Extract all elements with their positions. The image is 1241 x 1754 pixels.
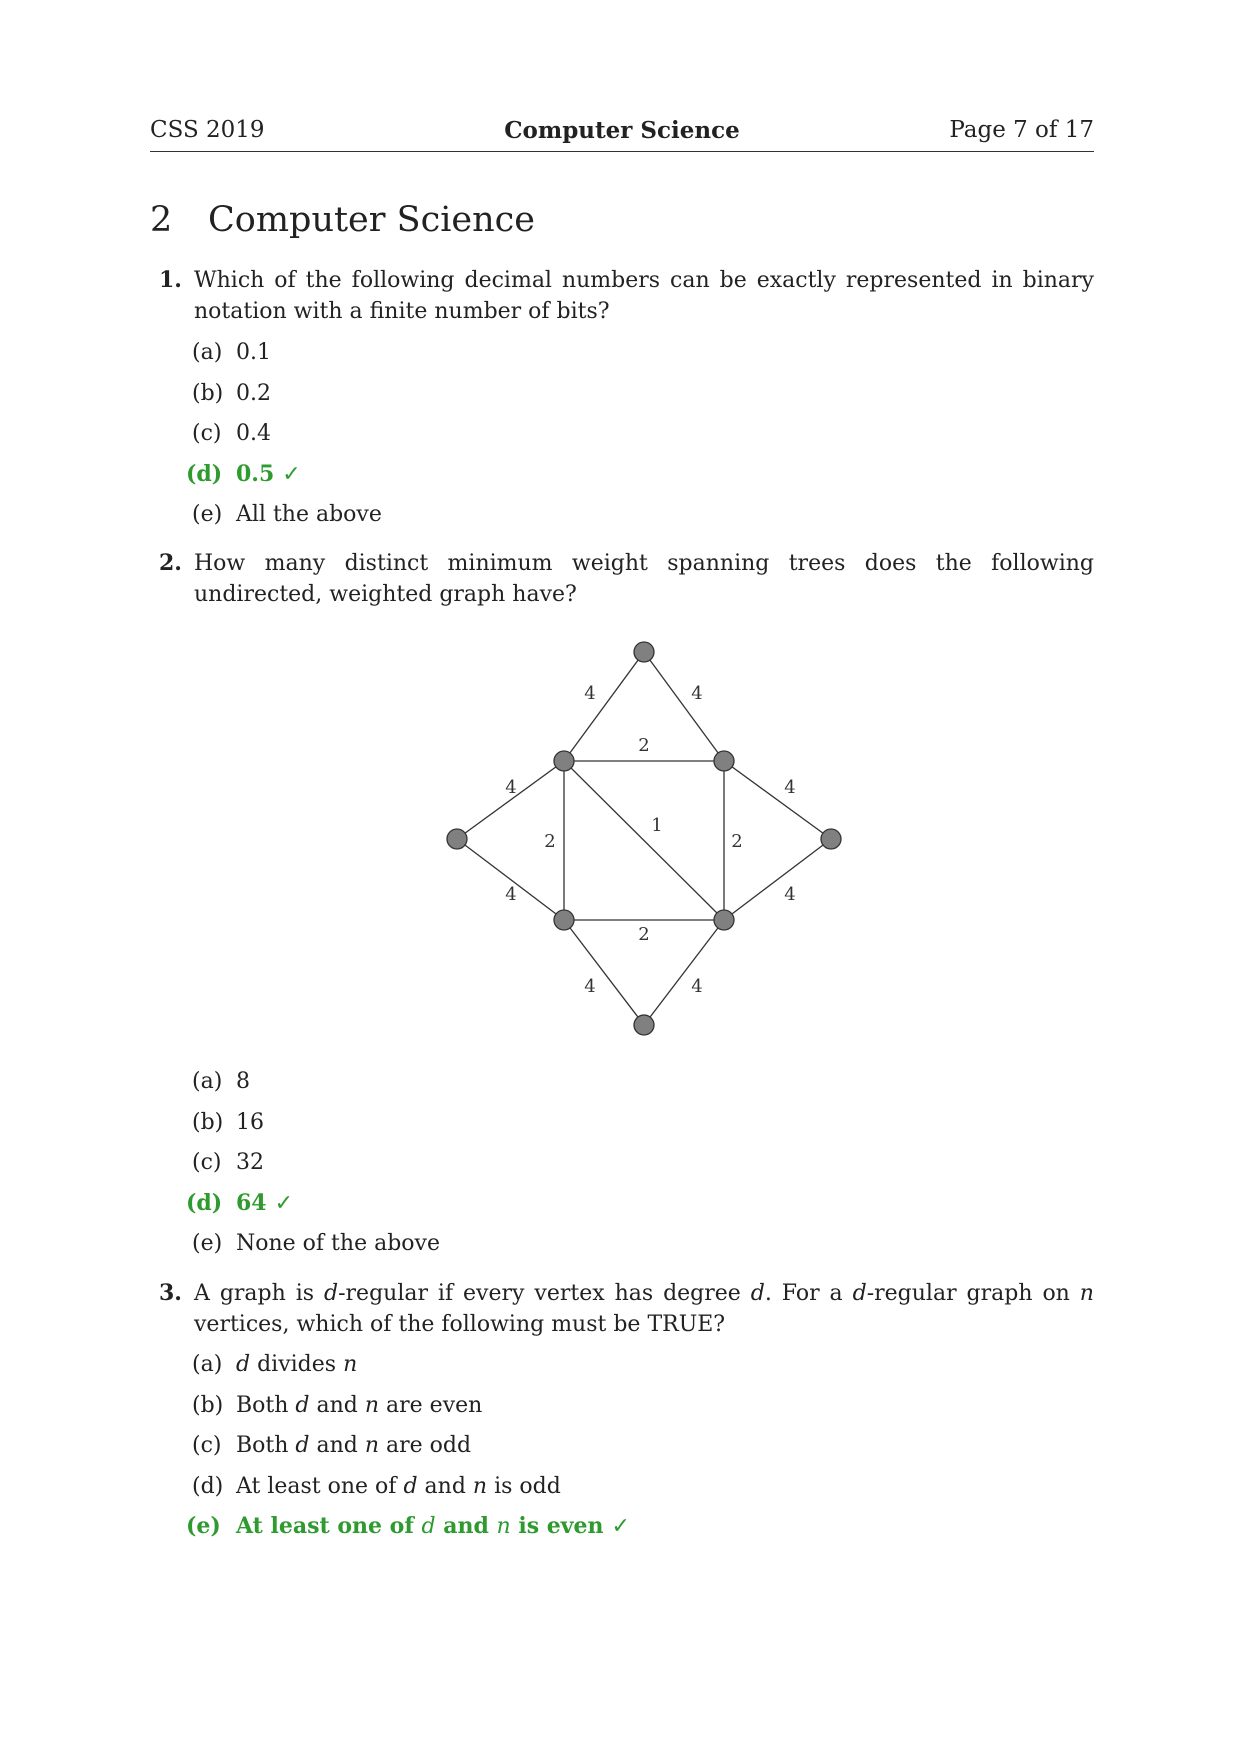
edge-top-upper-right [644,652,724,761]
question-3 [150,1278,1094,1340]
question-number: 1. [159,267,182,293]
check-mark-icon: ✓ [274,1190,294,1216]
edge-weight-label: 4 [691,976,703,997]
edge-upper-left-lower-right [564,761,724,920]
edge-weight-label: 4 [505,777,517,798]
vertex-lower-left [554,910,574,930]
edge-weight-label: 4 [584,683,596,704]
edge-weight-label: 4 [784,777,796,798]
vertex-bottom [634,1015,654,1035]
edge-weight-label: 1 [651,815,663,836]
edge-upper-right-right [724,761,831,839]
vertex-lower-right [714,910,734,930]
edge-left-upper-left [457,761,564,839]
graph-vertices [447,642,841,1035]
edge-lower-right-bottom [644,920,724,1025]
graph-edge-weights [505,683,795,997]
edge-top-upper-left [564,652,644,761]
edge-weight-label: 4 [505,884,517,905]
edge-weight-label: 2 [544,831,556,852]
check-mark-icon: ✓ [282,461,301,487]
vertex-upper-right [714,751,734,771]
section-title: Computer Science [208,200,535,240]
header-exam-name: CSS 2019 [150,117,265,143]
question-text: How many distinct minimum weight spanning trees does the following undirected, weighted graph have? [194,551,1094,607]
edge-weight-label: 4 [691,683,703,704]
question-text: A graph is d-regular if every vertex has degree d. For a d-regular graph on n vertices, which of the following must be TRUE? [194,1281,1094,1337]
vertex-right [821,829,841,849]
edge-weight-label: 2 [638,924,650,945]
graph-edges [457,652,831,1025]
vertex-top [634,642,654,662]
question-number: 2. [159,550,182,576]
edge-weight-label: 2 [731,831,743,852]
edge-weight-label: 4 [584,976,596,997]
header-page-number: Page 7 of 17 [949,117,1094,143]
vertex-upper-left [554,751,574,771]
header-subject: Computer Science [504,117,740,144]
check-mark-icon: ✓ [611,1514,630,1539]
edge-weight-label: 4 [784,884,796,905]
vertex-left [447,829,467,849]
edge-lower-left-bottom [564,920,644,1025]
section-number: 2 [150,200,173,240]
question-text: Which of the following decimal numbers can be exactly represented in binary notation with a finite number of bits? [194,268,1094,324]
question-number: 3. [159,1280,182,1306]
edge-weight-label: 2 [638,735,650,756]
